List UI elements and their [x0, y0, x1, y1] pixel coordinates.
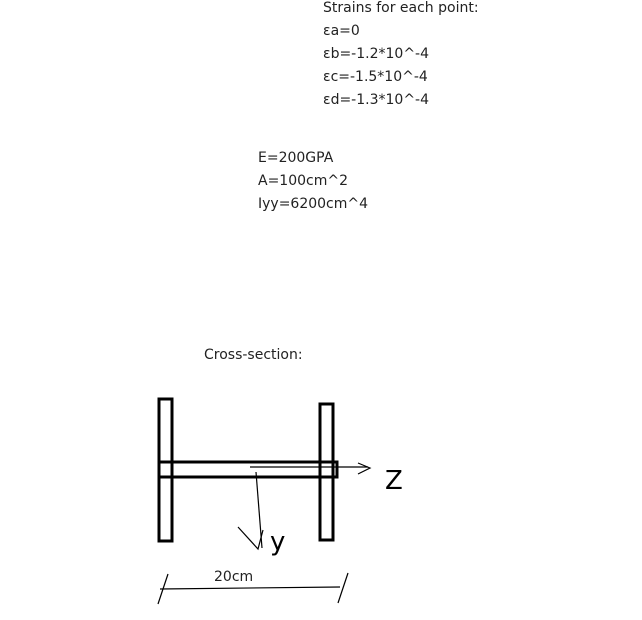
- strain-c: εc=-1.5*10^-4: [323, 69, 428, 85]
- property-a: A=100cm^2: [258, 173, 349, 189]
- z-axis-arrow: [250, 463, 370, 474]
- cross-section-title: Cross-section:: [204, 347, 303, 363]
- right-flange: [320, 404, 333, 540]
- dimension-label: 20cm: [214, 569, 254, 585]
- left-flange: [159, 399, 172, 541]
- property-e: E=200GPA: [258, 150, 334, 166]
- property-iyy: Iyy=6200cm^4: [258, 196, 369, 212]
- web: [159, 462, 337, 477]
- y-axis-label: y: [270, 527, 286, 557]
- z-axis-label: Z: [385, 466, 403, 496]
- strain-a: εa=0: [323, 23, 360, 39]
- y-axis-arrow: [238, 472, 263, 549]
- strain-d: εd=-1.3*10^-4: [323, 92, 430, 108]
- strain-b: εb=-1.2*10^-4: [323, 46, 430, 62]
- strains-heading: Strains for each point:: [323, 0, 479, 16]
